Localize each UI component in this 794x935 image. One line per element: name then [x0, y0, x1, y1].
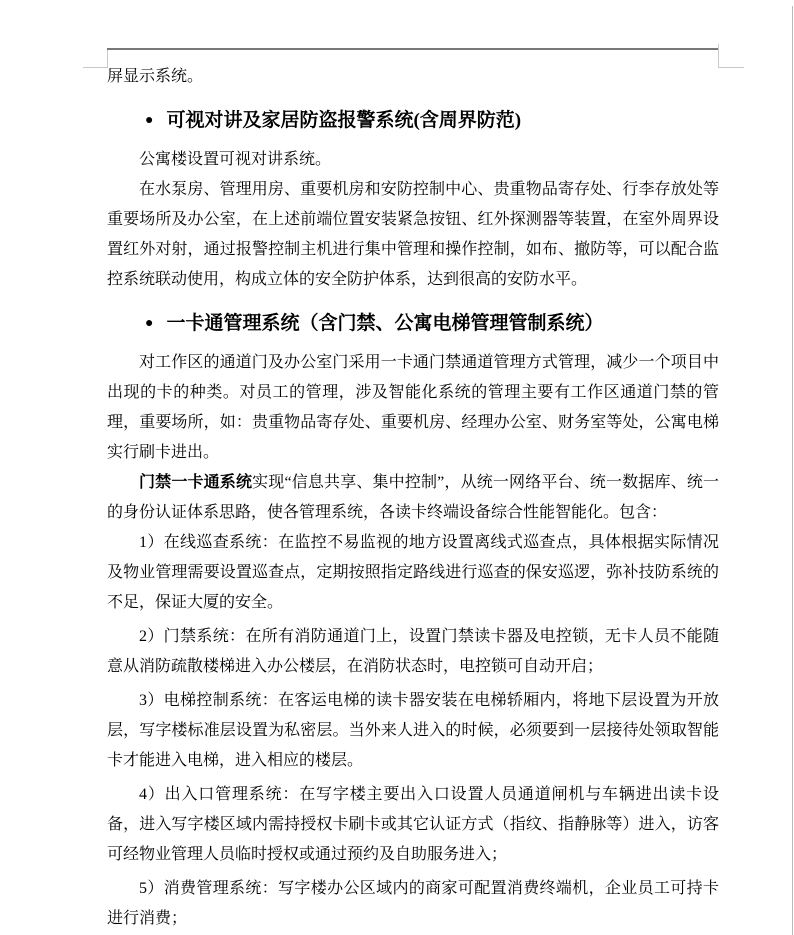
heading-video-intercom-alarm [107, 99, 719, 145]
paragraph-access-control-overview [107, 468, 719, 528]
paragraph-alarm-deployment: 在水泵房、管理用房、重要机房和安防控制中心、贵重物品寄存处、行李存放处等重要场所及办公室，在上述前端位置安装紧急按钮、红外探测器等装置，在室外周界设置红外对射，通过报警控制主机进行集中管理和操作控制，如布、撤防等，可以配合监控系统联动使用，构成立体的安全防护体系，达到很高的安防水平。 [107, 181, 719, 288]
list-item-elevator-control: 3）电梯控制系统：在客运电梯的读卡器安装在电梯轿厢内，将地下层设置为开放层，写字楼标准层设置为私密层。当外来人进入的时候，必须要到一层接待处领取智能卡才能进入电梯，进入相应的楼层。 [107, 692, 719, 769]
list-item-consumption-management: 5）消费管理系统：写字楼办公区域内的商家可配置消费终端机，企业员工可持卡进行消费； [107, 880, 719, 927]
list-item-entrance-management: 4）出入口管理系统：在写字楼主要出入口设置人员通道闸机与车辆进出读卡设备，进入写字楼区域内需持授权卡刷卡或其它认证方式（指纹、指静脉等）进入，访客可经物业管理人员临时授权或通过预约及自助服务进入； [107, 786, 719, 863]
paragraph-continuation: 屏显示系统。 [107, 68, 204, 85]
list-item-door-access: 2）门禁系统：在所有消防通道门上，设置门禁读卡器及电控锁，无卡人员不能随意从消防疏散楼梯进入办公楼层，在消防状态时，电控锁可自动开启； [107, 628, 719, 675]
list-item-online-patrol: 1）在线巡查系统：在监控不易监视的地方设置离线式巡查点，具体根据实际情况及物业管理需要设置巡查点，定期按照指定路线进行巡查的保安巡逻，弥补技防系统的不足，保证大厦的安全。 [107, 534, 719, 611]
bullet-icon: ● [145, 316, 154, 331]
access-control-lead-rest: 实现“信息共享、集中控制”，从统一网络平台、统一数据库、统一的身份认证体系思路，使各管理系统，各读卡终端设备综合性能智能化。包含： [107, 474, 719, 521]
access-control-lead-term: 门禁一卡通系统 [139, 474, 253, 491]
paragraph-intercom-intro: 公寓楼设置可视对讲系统。 [139, 151, 332, 168]
text-boundary-mark-top-right-horizontal [718, 67, 744, 68]
document-body [107, 62, 719, 935]
paragraph-one-card-management: 对工作区的通道门及办公室门采用一卡通门禁通道管理方式管理，减少一个项目中出现的卡的种类。对员工的管理，涉及智能化系统的管理主要有工作区通道门禁的管理，重要场所，如：贵重物品寄存处、重要机房、经理办公室、财务室等处，公寓电梯实行刷卡进出。 [107, 354, 719, 461]
heading-one-card-system-label: 一卡通管理系统（含门禁、公寓电梯管理管制系统） [166, 313, 604, 334]
heading-video-intercom-alarm-label: 可视对讲及家居防盗报警系统(含周界防范) [166, 110, 522, 131]
bullet-icon: ● [145, 113, 154, 128]
heading-one-card-system [107, 302, 719, 348]
header-separator-line [107, 48, 718, 50]
text-boundary-mark-top-left-horizontal [83, 67, 108, 68]
page-right-edge [792, 6, 793, 935]
